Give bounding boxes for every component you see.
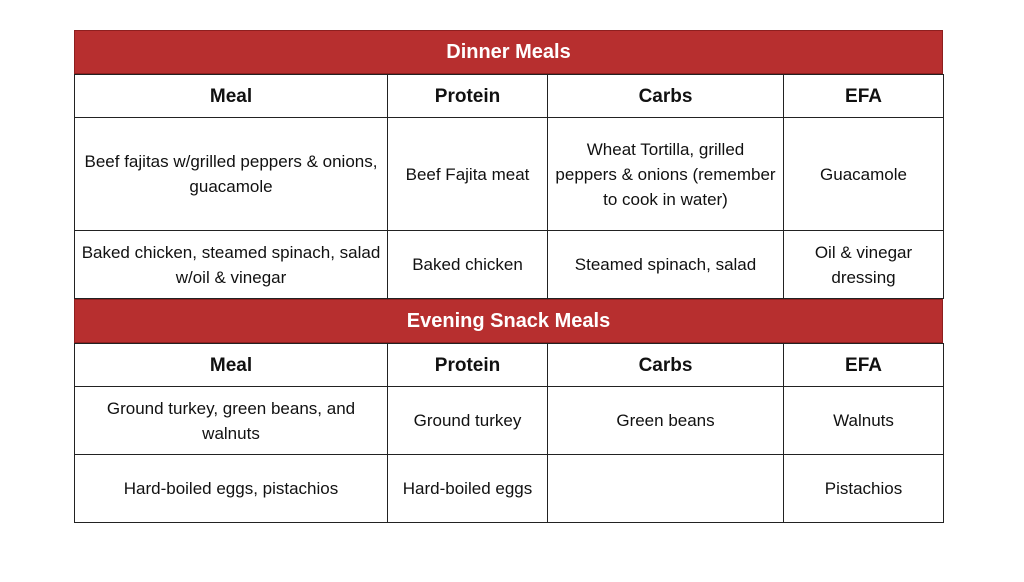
cell-protein: Hard-boiled eggs: [388, 455, 548, 523]
table-row: [75, 455, 944, 523]
column-header-protein: Protein: [388, 344, 548, 387]
cell-efa: Pistachios: [784, 455, 944, 523]
column-header-meal: Meal: [75, 75, 388, 118]
column-header-carbs: Carbs: [548, 344, 784, 387]
cell-carbs: [548, 455, 784, 523]
cell-carbs: Wheat Tortilla, grilled peppers & onions (remember to cook in water): [548, 118, 784, 231]
cell-protein: Beef Fajita meat: [388, 118, 548, 231]
cell-efa: Guacamole: [784, 118, 944, 231]
cell-efa: Walnuts: [784, 387, 944, 455]
table-row: [75, 231, 944, 299]
column-header-efa: EFA: [784, 75, 944, 118]
cell-meal: Hard-boiled eggs, pistachios: [75, 455, 388, 523]
column-header-efa: EFA: [784, 344, 944, 387]
table-header-row: [75, 344, 944, 387]
table-row: [75, 387, 944, 455]
cell-meal: Beef fajitas w/grilled peppers & onions, guacamole: [75, 118, 388, 231]
cell-meal: Ground turkey, green beans, and walnuts: [75, 387, 388, 455]
column-header-meal: Meal: [75, 344, 388, 387]
table-header-row: [75, 75, 944, 118]
cell-efa: Oil & vinegar dressing: [784, 231, 944, 299]
dinner-table: [74, 74, 944, 299]
cell-meal: Baked chicken, steamed spinach, salad w/oil & vinegar: [75, 231, 388, 299]
cell-carbs: Green beans: [548, 387, 784, 455]
evening-snack-section-title: Evening Snack Meals: [74, 299, 943, 343]
cell-protein: Baked chicken: [388, 231, 548, 299]
meal-plan: [74, 30, 943, 523]
cell-carbs: Steamed spinach, salad: [548, 231, 784, 299]
evening-snack-table: [74, 343, 944, 523]
column-header-carbs: Carbs: [548, 75, 784, 118]
column-header-protein: Protein: [388, 75, 548, 118]
table-row: [75, 118, 944, 231]
dinner-section-title: Dinner Meals: [74, 30, 943, 74]
cell-protein: Ground turkey: [388, 387, 548, 455]
